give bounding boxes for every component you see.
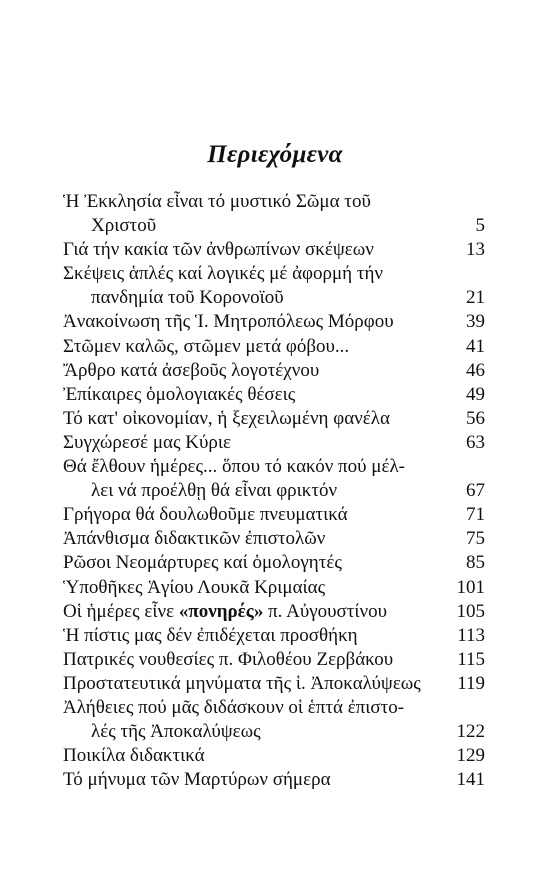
toc-page-number: 129: [456, 745, 485, 767]
toc-page-number: 13: [466, 239, 485, 261]
toc-entry: [63, 600, 485, 624]
toc-entry: [63, 744, 485, 768]
toc-entry-title-part: π. Αὐγουστίνου: [263, 600, 388, 622]
toc-entry-title: Ἡ Ἐκκλησία εἶναι τό μυστικό Σῶμα τοῦ: [63, 191, 371, 212]
toc-entry-line: [63, 190, 485, 214]
toc-entry: [63, 238, 485, 262]
toc-page-number: 85: [466, 552, 485, 574]
toc-entry: [63, 335, 485, 359]
toc-entry-title: Ἀπάνθισμα διδακτικῶν ἐπιστολῶν: [63, 528, 326, 550]
toc-entry-line: [63, 262, 485, 286]
toc-page-number: 67: [466, 480, 485, 502]
toc-entry-title: Θά ἔλθουν ἡμέρες... ὅπου τό κακόν πού μέλ-: [63, 456, 405, 478]
toc-entry-line: [63, 624, 485, 648]
toc-entry-line: [63, 648, 485, 672]
toc-entry-title: Τό μήνυμα τῶν Μαρτύρων σήμερα: [63, 769, 331, 791]
toc-page-number: 113: [457, 624, 485, 646]
toc-entry-title: Ἐπίκαιρες ὁμολογιακές θέσεις: [63, 383, 296, 405]
toc-page-number: 39: [466, 311, 485, 333]
toc-entry-title: Συγχώρεσέ μας Κύριε: [63, 431, 231, 453]
toc-entry-title: Τό κατ' οἰκονομίαν, ἡ ξεχειλωμένη φανέλα: [63, 407, 390, 429]
toc-page-number: 141: [456, 769, 485, 791]
toc-page-number: 71: [466, 504, 485, 526]
toc-entry-line: [63, 479, 485, 503]
toc-entry-line: [63, 359, 485, 383]
toc-entry-line: [63, 455, 485, 479]
toc-entry-line: [63, 696, 485, 720]
toc-entry-line: [63, 310, 485, 334]
toc-entry: [63, 310, 485, 334]
toc-entry-line: [63, 527, 485, 551]
toc-entry-title: Ἀνακοίνωση τῆς Ἱ. Μητροπόλεως Μόρφου: [63, 311, 394, 333]
toc-entry-title: Ρῶσοι Νεομάρτυρες καί ὁμολογητές: [63, 552, 342, 574]
toc-entry-title-emphasis: «πονηρές»: [178, 600, 264, 622]
toc-entry-line: [63, 551, 485, 575]
toc-page-number: 56: [466, 407, 485, 429]
toc-entry-title-part: Οἱ ἡμέρες εἶνε: [63, 600, 179, 622]
toc-entry-line: [63, 503, 485, 527]
toc-entry: [63, 503, 485, 527]
toc-entry: [63, 359, 485, 383]
toc-entry: [63, 431, 485, 455]
toc-entry-line: [63, 238, 485, 262]
toc-page-number: 49: [466, 383, 485, 405]
toc-entry-line: [63, 383, 485, 407]
toc-entry-title: Γρήγορα θά δουλωθοῦμε πνευματικά: [63, 504, 348, 526]
toc-entry-line: [63, 768, 485, 792]
toc-entry-title: Ἀλήθειες πού μᾶς διδάσκουν οἱ ἑπτά ἐπιστο-: [63, 696, 405, 718]
toc-entry: [63, 768, 485, 792]
toc-entry-title-continued: λει νά προέλθῃ θά εἶναι φρικτόν: [91, 480, 338, 502]
toc-entry-title: Γιά τήν κακία τῶν ἀνθρωπίνων σκέψεων: [63, 239, 374, 261]
toc-page-number: 119: [457, 672, 485, 694]
toc-page-number: 46: [466, 359, 485, 381]
toc-entry: [63, 551, 485, 575]
toc-page-number: 122: [456, 721, 485, 743]
toc-entry-line: [63, 335, 485, 359]
toc-entry-title: Ποικίλα διδακτικά: [63, 745, 205, 767]
toc-entry: [63, 407, 485, 431]
toc-entry: [63, 624, 485, 648]
toc-entry-title: Ὑποθῆκες Ἁγίου Λουκᾶ Κριμαίας: [63, 576, 326, 598]
contents-heading: Περιεχόμενα: [207, 141, 343, 168]
toc-page-number: 101: [456, 576, 485, 598]
toc-entry: [63, 190, 485, 238]
table-of-contents: [63, 190, 485, 792]
toc-entry-title: Στῶμεν καλῶς, στῶμεν μετά φόβου...: [63, 335, 350, 357]
toc-entry: [63, 383, 485, 407]
toc-entry-title: Ἡ πίστις μας δέν ἐπιδέχεται προσθήκη: [63, 624, 358, 646]
toc-entry: [63, 262, 485, 310]
toc-entry: [63, 527, 485, 551]
toc-entry-title-continued: Χριστοῦ: [91, 215, 157, 237]
toc-page-number: 41: [466, 335, 485, 357]
toc-entry-line: [63, 744, 485, 768]
toc-page-number: 63: [466, 431, 485, 453]
toc-page-number: 75: [466, 528, 485, 550]
toc-page-number: 5: [475, 215, 485, 237]
toc-page-number: 115: [457, 648, 485, 670]
toc-entry-line: [63, 286, 485, 310]
toc-entry-line: [63, 720, 485, 744]
toc-entry: [63, 576, 485, 600]
toc-entry-line: [63, 600, 485, 624]
toc-entry-title: Προστατευτικά μηνύματα τῆς ἱ. Ἀποκαλύψεως: [63, 672, 421, 694]
toc-entry-line: [63, 407, 485, 431]
toc-page-number: 21: [466, 287, 485, 309]
toc-entry-title: Σκέψεις ἁπλές καί λογικές μέ ἀφορμή τήν: [63, 263, 384, 285]
toc-entry-line: [63, 576, 485, 600]
toc-entry-line: [63, 214, 485, 238]
toc-entry-title: Πατρικές νουθεσίες π. Φιλοθέου Ζερβάκου: [63, 648, 394, 670]
toc-entry: [63, 672, 485, 696]
toc-entry-title: [63, 600, 387, 624]
toc-entry-title-continued: πανδημία τοῦ Κορονοϊοῦ: [91, 287, 284, 309]
toc-entry-line: [63, 672, 485, 696]
toc-page-number: 105: [456, 600, 485, 622]
toc-entry: [63, 696, 485, 744]
toc-entry: [63, 648, 485, 672]
toc-entry-line: [63, 431, 485, 455]
toc-entry-title: Ἄρθρο κατά ἀσεβοῦς λογοτέχνου: [63, 359, 320, 381]
toc-entry-title-continued: λές τῆς Ἀποκαλύψεως: [91, 721, 261, 743]
toc-entry: [63, 455, 485, 503]
